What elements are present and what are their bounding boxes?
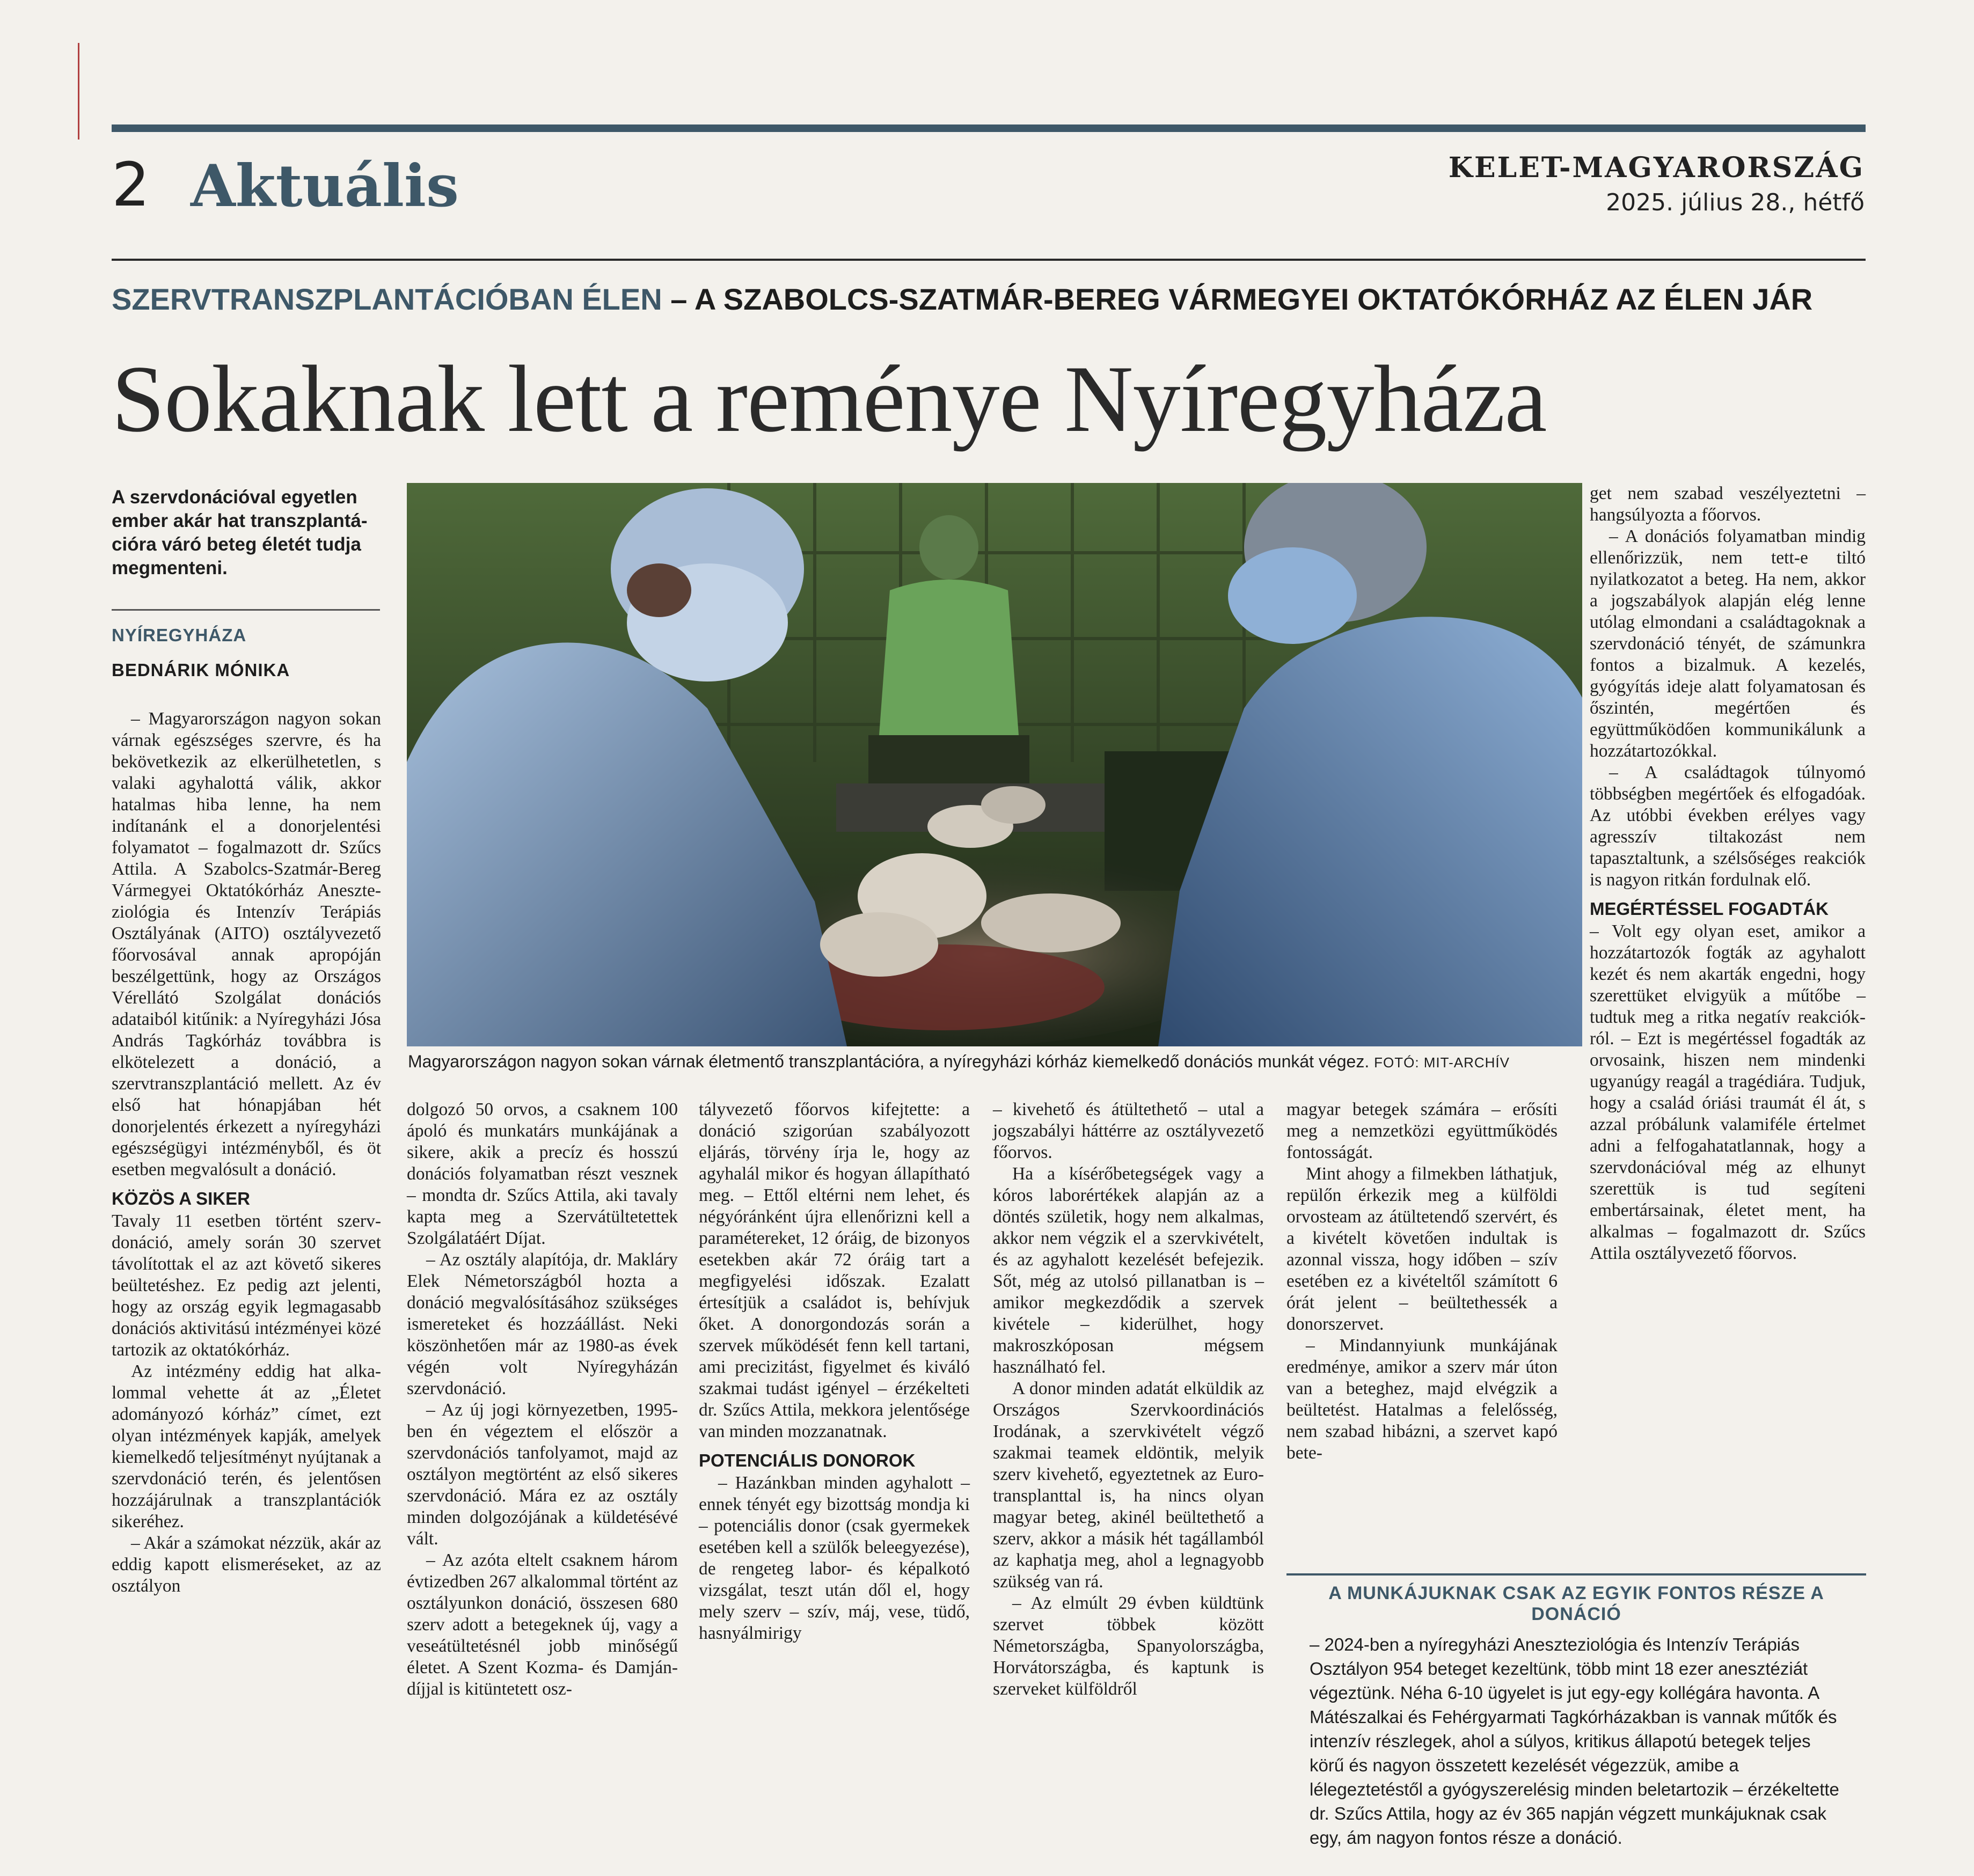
surgery-photo xyxy=(407,483,1582,1046)
kicker-rest: – A SZABOLCS-SZATMÁR-BEREG VÁRMEGYEI OKTATÓKÓRHÁZ AZ ÉLEN JÁR xyxy=(662,282,1813,316)
subheading: POTENCIÁLIS DONOROK xyxy=(699,1450,916,1470)
box-text: – 2024-ben a nyíregyházi Aneszteziológia és Intenzív Terápiás Osztályon 954 beteget kezeltünk, több mint 18 ezer anesztéziát végeztünk. Néha 6-10 ügyelet is jut egy-egy kollégára havonta. A Mátészalkai és Fehérgyarmati Tagkórházakban is vannak műtők és intenzív részlegek, ahol a súlyos, kritikus állapotú betegek teljes körű és nagyon összetett kezelését végezzük, amibe a lélegeztetéstől a gyógyszerelésig minden beletartozik – érzékeltette dr. Szűcs Attila, hogy az év 365 napján végzett munkájuknak csak egy, ám nagyon fontos része a donáció. xyxy=(1310,1635,1839,1848)
column-1 xyxy=(112,708,381,1597)
paragraph: – Hazánkban minden agyhalott – ennek tényét egy bizottság mondja ki – potenciális donor (csak gyermekek esetében kell a szülők beleegyezése), de rengeteg labor- és képalkotó vizsgálat, teszt után dől el, hogy mely szerv – szív, máj, vese, tüdő, hasnyálmirigy xyxy=(699,1473,970,1643)
paragraph: get nem szabad veszélyeztetni – hangsúlyozta a főorvos. xyxy=(1590,483,1866,525)
paragraph: Az intézmény eddig hat alkalommal vehette át az „Életet adományozó kórház” címet, ezt olyan intézmények kapják, amelyek kiemelkedő teljesítményt nyújtanak a szervdonáció terén, és jelentősen hozzájárulnak a transzplantációk sikeréhez. xyxy=(112,1361,381,1531)
newspaper-name: KELET-MAGYARORSZÁG xyxy=(1448,151,1865,184)
column-4 xyxy=(993,1099,1264,1700)
paragraph: – kivehető és átültethető – utal a jogszabályi háttérre az osztályvezető főorvos. xyxy=(993,1100,1264,1162)
issue-date: 2025. július 28., hétfő xyxy=(1606,189,1865,216)
column-6 xyxy=(1590,483,1866,1264)
page-number: 2 xyxy=(112,150,150,220)
subheading: KÖZÖS A SIKER xyxy=(112,1189,250,1208)
paragraph: – Volt egy olyan eset, amikor a hozzátartozók fogták az agyhalott kezét és nem akarták engedni, hogy szerettüket elvigyük a műtőbe – tudtuk meg a ritka negatív reakciókról. – Ezt is megértéssel fogadták az orvosaink, hiszen nem mindenki ugyanúgy reagál a tragédiára. Tudjuk, hogy a család óriási traumát él át, s azzal próbálunk valamiféle értelmet adni a felfogahatatlannak, hogy a szervdonációval még az elhunyt szerettük is tud segíteni embertársainak, életet ment, ha alkalmas – fogalmazott dr. Szűcs Attila osztályvezető főorvos. xyxy=(1590,921,1866,1263)
lede: A szervdonációval egyetlen ember akár hat transzplantációra váró beteg életét tudja megmenteni. xyxy=(112,487,368,578)
byline: BEDNÁRIK MÓNIKA xyxy=(112,660,290,680)
paragraph: tályvezető főorvos kifejtette: a donáció szigorúan szabályozott eljárás, törvény írja le, hogy az agyhalál mikor és hogyan állapítható meg. – Ettől eltérni nem lehet, és négyóránként újra ellenőrizni kell a paramétereket, 12 óráig, de bizonyos esetekben akár 72 óráig tart a megfigyelési időszak. Ezalatt értesítjük a családot is, behívjuk őket. A donorgondozás során a szervek működését fenn kell tartani, ami precizitást, figyelmet és kiváló szakmai tudást igényel – érzékelteti dr. Szűcs Attila, mekkora jelentősége van minden mozzanatnak. xyxy=(699,1100,970,1441)
box-title: A MUNKÁJUKNAK CSAK AZ EGYIK FONTOS RÉSZE A DONÁCIÓ xyxy=(1328,1583,1824,1624)
paragraph: – Akár a számokat nézzük, akár az eddig kapott elismeréseket, az az osztályon xyxy=(112,1533,381,1596)
photo-caption xyxy=(408,1051,1583,1073)
dateline: NYÍREGYHÁZA xyxy=(112,625,247,645)
paragraph: A donor minden adatát elküldik az Országos Szervkoordinációs Irodának, a szervkivételt végző szakmai teamek eldöntik, melyik szerv kivehető, egyeztetnek az Eurotransplanttal is, ha nincs olyan magyar beteg, akinél beültethető a szerv, akkor a másik hét tagállamból az kaphatja meg, ahol a legnagyobb szükség van rá. xyxy=(993,1379,1264,1592)
paragraph: – A családtagok túlnyomó többségben megértőek és elfogadóak. Az utóbbi években erélyes vagy agresszív tiltakozást nem tapasztaltunk, a szélsőséges reakciók is nagyon ritkán fordulnak elő. xyxy=(1590,763,1866,890)
caption-text: Magyarországon nagyon sokan várnak életmentő transzplantációra, a nyíregyházi kórház kiemelkedő donációs munkát végez. xyxy=(408,1052,1370,1071)
column-2 xyxy=(407,1099,678,1700)
paragraph: – Az új jogi környezetben, 1995-ben én végeztem el először a szervdonációs tanfolyamot, majd az osztályon megtörtént az első sikeres szervdonáció. Mára ez az osztály minden dolgozójának a küldetésévé vált. xyxy=(407,1400,678,1549)
photo-credit: FOTÓ: MIT-ARCHÍV xyxy=(1374,1054,1510,1071)
kicker xyxy=(112,282,1866,317)
paragraph: – Az azóta eltelt csaknem három évtizedben 267 alkalommal történt az osztályunkon donáció, összesen 680 szerv adott a betegeknek új, vagy a veseátültetésnél jobb minőségű életet. A Szent Kozma- és Damján-díjjal is kitüntetett osz- xyxy=(407,1550,678,1699)
lede-rule xyxy=(112,609,380,611)
headline: Sokaknak lett a reménye Nyíregyháza xyxy=(112,346,1547,452)
paragraph: Mint ahogy a filmekben láthatjuk, repülőn érkezik meg a külföldi orvosteam az átültetendő szervért, és a kivételt követően indultak is azonnal vissza, hogy időben – szív esetében ez a kivételtől számított 6 órát jelent – beültethessék a donorszervet. xyxy=(1286,1164,1558,1334)
header-top-rule xyxy=(112,124,1866,132)
box-rule xyxy=(1286,1573,1866,1575)
subheading: MEGÉRTÉSSEL FOGADTÁK xyxy=(1590,899,1829,919)
page-edge-mark xyxy=(78,43,79,140)
paragraph: – A donációs folyamatban mindig ellenőrizzük, nem tett-e tiltó nyilatkozatot a beteg. Ha nem, akkor a jogszabályok alapján elég lenne utólag elmondani a családtagoknak a szervdonáció tényét, de számunkra fontos a bizalmuk. A kezelés, gyógyítás ideje alatt folyamatosan és őszintén, megértően és együttműködően kommunikálunk a hozzátartozókkal. xyxy=(1590,526,1866,761)
column-3 xyxy=(699,1099,970,1644)
column-5 xyxy=(1286,1099,1558,1464)
header-bottom-rule xyxy=(112,259,1866,261)
section-title: Aktuális xyxy=(191,152,459,220)
paragraph: – Az elmúlt 29 évben küldtünk szervet többek között Németországba, Spanyolországba, Horvátországba, és kaptunk is szerveket külföldről xyxy=(993,1593,1264,1699)
paragraph: Tavaly 11 esetben történt szervdonáció, amely során 30 szervet távolítottak el az azt követő sikeres beültetéshez. Ez pedig azt jelenti, hogy az ország egyik legmagasabb donációs aktivitású intézményei közé tartozik az oktatókórház. xyxy=(112,1211,381,1360)
paragraph: Ha a kísérőbetegségek vagy a kóros laborértékek alapján az a döntés születik, hogy nem alkalmas, akkor nem végzik el a szervkivételt, és az agyhalott kezelését befejezik. Sőt, még az utolsó pillanatban is – amikor megkezdődik a szervek kivétele – kiderülhet, hogy makroszkóposan mégsem használható fel. xyxy=(993,1164,1264,1377)
paragraph: magyar betegek számára – erősíti meg a nemzetközi együttműködés fontosságát. xyxy=(1286,1100,1558,1162)
paragraph: – Mindannyiunk munkájának eredménye, amikor a szerv már úton van a beteghez, majd elvégzik a beültetést. Hatalmas a felelősség, nem szabad hibázni, a szervet kapó bete- xyxy=(1286,1336,1558,1463)
paragraph: – Magyarországon nagyon sokan várnak egészséges szervre, és ha bekövetkezik az elkerülhetetlen, s valaki agyhalottá válik, akkor hatalmas hiba lenne, ha nem indítanánk el a donorjelentési folyamatot – fogalmazott dr. Szűcs Attila. A Szabolcs-Szatmár-Bereg Vármegyei Oktatókórház Aneszteziológia és Intenzív Terápiás Osztályának (AITO) osztályvezető főorvosával annak apropóján beszélgettünk, hogy az Országos Vérellátó Szolgálat donációs adataiból kitűnik: a Nyíregyházi Jósa András Tagkórház továbbra is elkötelezett a donáció, a szervtranszplantáció mellett. Az év első hat hónapjában hét donorjelentés érkezett a nyíregyházi egészségügyi intézményből, és öt esetben megvalósult a donáció. xyxy=(112,709,381,1179)
paragraph: – Az osztály alapítója, dr. Makláry Elek Németországból hozta a donáció megvalósításához szükséges ismereteket és hozzáállást. Neki köszönhetően már az 1980-as évek végén volt Nyíregyházán szervdonáció. xyxy=(407,1250,678,1398)
surgery-photo-illustration xyxy=(407,483,1582,1046)
kicker-topic: SZERVTRANSZPLANTÁCIÓBAN ÉLEN xyxy=(112,282,662,316)
paragraph: dolgozó 50 orvos, a csaknem 100 ápoló és munkatárs munkájának a sikere, akik a precíz és hosszú donációs folyamatban részt vesznek – mondta dr. Szűcs Attila, aki tavaly kapta meg a Szervátültetettek Szolgálatáért Díjat. xyxy=(407,1100,678,1248)
